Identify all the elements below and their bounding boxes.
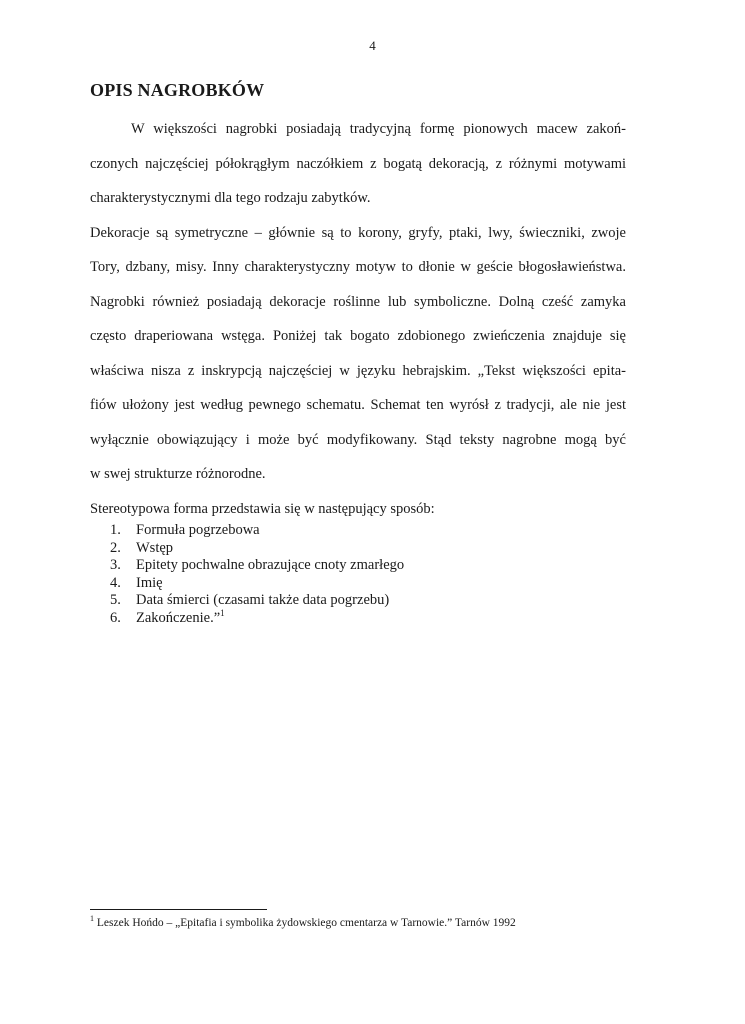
list-item-number: 1. bbox=[110, 522, 121, 538]
list-item-number: 5. bbox=[110, 592, 121, 608]
paragraph-line: wyłącznie obowiązujący i może być modyfikowany. Stąd teksty nagrobne mogą być bbox=[90, 431, 626, 448]
paragraph-line: czonych najczęściej półokrągłym naczółkiem z bogatą dekoracją, z różnymi motywami bbox=[90, 155, 626, 172]
list-item bbox=[110, 540, 404, 558]
list-item-number: 4. bbox=[110, 574, 121, 591]
list-item bbox=[110, 575, 404, 593]
paragraph-line: Dekoracje są symetryczne – głównie są to korony, gryfy, ptaki, lwy, świeczniki, zwoje bbox=[90, 224, 626, 241]
list-item-number: 2. bbox=[110, 539, 121, 556]
footnote-text: Leszek Hońdo – „Epitafia i symbolika żydowskiego cmentarza w Tarnowie.” Tarnów 1992 bbox=[94, 917, 516, 929]
list-item-text-content: Zakończenie.” bbox=[136, 609, 221, 626]
list-item-text: Imię bbox=[136, 574, 163, 591]
body-text bbox=[90, 112, 626, 526]
list-item bbox=[110, 607, 404, 628]
list-item bbox=[110, 522, 404, 540]
list-item-text: Data śmierci (czasami także data pogrzebu) bbox=[136, 592, 390, 608]
paragraph-line: właściwa nisza z inskrypcją najczęściej w języku hebrajskim. „Tekst większości epita- bbox=[90, 362, 626, 379]
list-item-number: 3. bbox=[110, 557, 121, 573]
list-item-text: Epitety pochwalne obrazujące cnoty zmarłego bbox=[136, 557, 405, 573]
paragraph-line: Nagrobki również posiadają dekoracje roślinne lub symboliczne. Dolną cześć zamyka bbox=[90, 293, 626, 310]
footnote-marker: 1 bbox=[90, 914, 94, 924]
paragraph-line: w swej strukturze różnorodne. bbox=[90, 466, 266, 482]
paragraph-line: charakterystycznymi dla tego rodzaju zabytków. bbox=[90, 190, 371, 206]
footnote-reference[interactable]: 1 bbox=[220, 607, 225, 618]
list-item-text bbox=[136, 607, 225, 628]
paragraph-line: Stereotypowa forma przedstawia się w następujący sposób: bbox=[90, 500, 435, 517]
footnote-separator bbox=[90, 909, 267, 910]
paragraph-line: fiów ułożony jest według pewnego schematu. Schemat ten wyrósł z tradycji, ale nie jest bbox=[90, 397, 626, 413]
list-item-number: 6. bbox=[110, 609, 121, 626]
paragraph-line: często draperiowana wstęga. Poniżej tak bogato zdobionego zwieńczenia znajduje się bbox=[90, 328, 626, 344]
list-item bbox=[110, 592, 404, 610]
list-item-text: Wstęp bbox=[136, 539, 174, 556]
page-number: 4 bbox=[369, 38, 376, 53]
numbered-list bbox=[110, 522, 404, 627]
list-item bbox=[110, 557, 404, 575]
footnote bbox=[90, 914, 516, 929]
list-item-text: Formuła pogrzebowa bbox=[136, 522, 260, 538]
section-heading: OPIS NAGROBKÓW bbox=[90, 80, 265, 100]
paragraph-line: W większości nagrobki posiadają tradycyjną formę pionowych macew zakoń- bbox=[131, 121, 626, 137]
paragraph-line: Tory, dzbany, misy. Inny charakterystyczny motyw to dłonie w geście błogosławieństwa. bbox=[90, 259, 626, 275]
